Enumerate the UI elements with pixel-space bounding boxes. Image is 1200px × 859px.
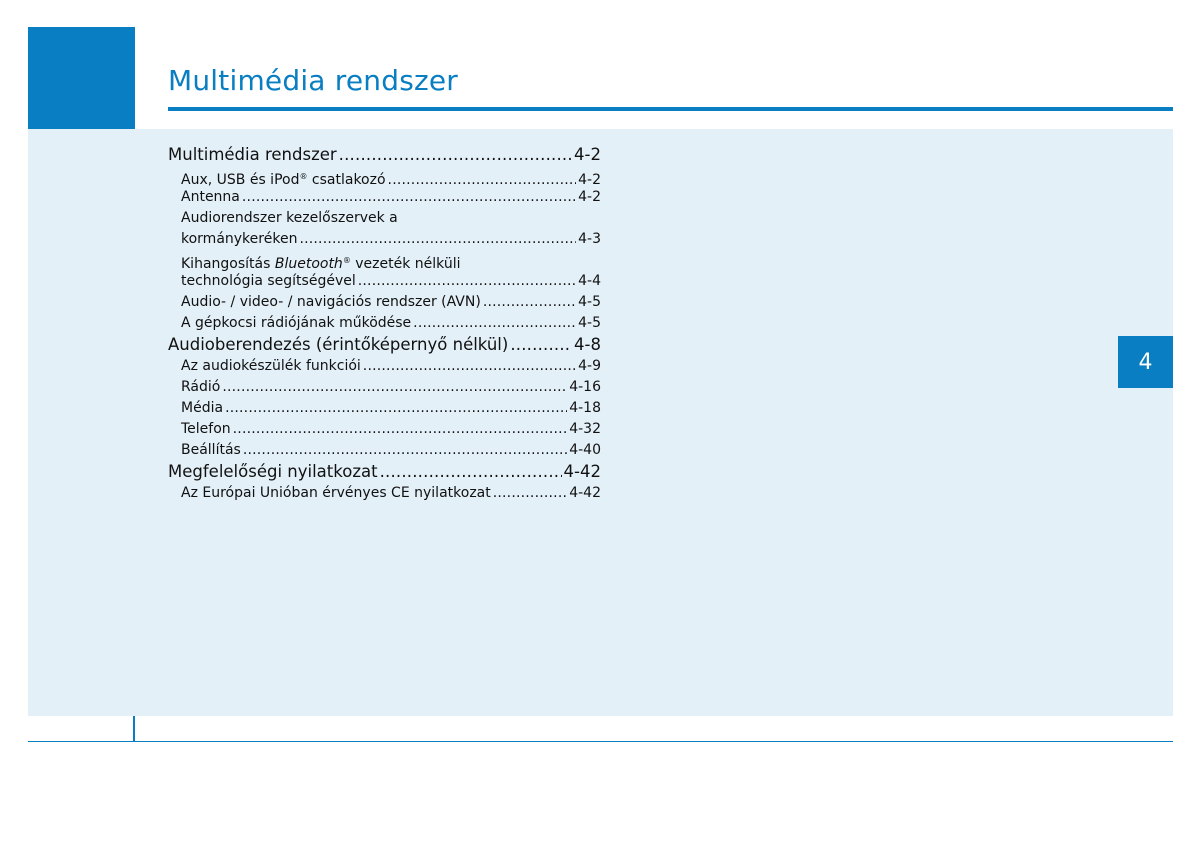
toc-entry-label: Multimédia rendszer	[168, 145, 337, 164]
toc-page-number: 4-5	[578, 294, 601, 310]
table-of-contents	[168, 144, 601, 504]
toc-entry[interactable]	[168, 229, 601, 250]
toc-page-number: 4-32	[569, 421, 601, 437]
toc-entry-label: kormánykeréken	[181, 231, 298, 247]
toc-entry-label: Audiorendszer kezelőszervek a	[181, 210, 398, 226]
toc-entry[interactable]	[168, 419, 601, 440]
toc-leader-dots	[493, 483, 567, 504]
toc-entry[interactable]	[168, 356, 601, 377]
toc-entry-label: Aux, USB és iPod® csatlakozó	[181, 172, 386, 187]
chapter-tab[interactable]: 4	[1118, 336, 1173, 388]
title-underline	[168, 107, 1173, 111]
toc-leader-dots	[339, 144, 572, 166]
toc-page-number: 4-2	[578, 172, 601, 187]
toc-entry-label: Média	[181, 400, 224, 416]
toc-section-entry[interactable]	[168, 144, 601, 166]
toc-page-number: 4-42	[563, 462, 601, 481]
toc-page-number: 4-40	[569, 442, 601, 458]
toc-leader-dots	[222, 377, 567, 398]
toc-entry-label: Kihangosítás Bluetooth® vezeték nélküli	[181, 256, 461, 271]
toc-page-number: 4-9	[578, 358, 601, 374]
toc-entry[interactable]	[168, 483, 601, 504]
toc-entry[interactable]	[168, 440, 601, 461]
toc-leader-dots	[358, 271, 576, 292]
toc-leader-dots	[225, 398, 567, 419]
toc-entry-label: Az Európai Unióban érvényes CE nyilatkozat	[181, 485, 491, 501]
toc-section-entry[interactable]	[168, 334, 601, 356]
toc-leader-dots	[388, 170, 577, 187]
toc-page-number: 4-2	[574, 145, 601, 164]
toc-entry[interactable]	[168, 292, 601, 313]
toc-page-number: 4-18	[569, 400, 601, 416]
toc-entry-label: Antenna	[181, 189, 240, 205]
toc-entry[interactable]	[168, 187, 601, 208]
toc-entry-label: Az audiokészülék funkciói	[181, 358, 361, 374]
toc-entry-label: technológia segítségével	[181, 273, 356, 289]
toc-leader-dots	[242, 187, 576, 208]
toc-page-number: 4-8	[574, 335, 601, 354]
toc-entry-label: Audioberendezés (érintőképernyő nélkül)	[168, 335, 509, 354]
toc-leader-dots	[380, 461, 562, 483]
page-title: Multimédia rendszer	[168, 64, 459, 97]
toc-entry[interactable]	[168, 398, 601, 419]
toc-page-number: 4-4	[578, 273, 601, 289]
toc-entry	[168, 250, 601, 271]
toc-entry-label: A gépkocsi rádiójának működése	[181, 315, 412, 331]
toc-page-number: 4-2	[578, 189, 601, 205]
bottom-rule	[28, 741, 1173, 742]
toc-leader-dots	[243, 440, 567, 461]
toc-entry-label: Rádió	[181, 379, 221, 395]
toc-page-number: 4-16	[569, 379, 601, 395]
toc-leader-dots	[483, 292, 576, 313]
toc-entry[interactable]	[168, 313, 601, 334]
toc-entry-label: Megfelelőségi nyilatkozat	[168, 462, 378, 481]
toc-entry[interactable]	[168, 166, 601, 187]
toc-entry-label: Beállítás	[181, 442, 241, 458]
toc-entry-label: Telefon	[181, 421, 231, 437]
toc-entry-label: Audio- / video- / navigációs rendszer (AVN)	[181, 294, 481, 310]
toc-leader-dots	[510, 334, 572, 356]
toc-entry	[168, 208, 601, 229]
toc-page-number: 4-5	[578, 315, 601, 331]
toc-leader-dots	[413, 313, 576, 334]
toc-leader-dots	[363, 356, 576, 377]
toc-page-number: 4-3	[578, 231, 601, 247]
toc-leader-dots	[233, 419, 568, 440]
toc-section-entry[interactable]	[168, 461, 601, 483]
chapter-corner-block	[28, 27, 134, 129]
toc-page-number: 4-42	[569, 485, 601, 501]
toc-leader-dots	[299, 229, 576, 250]
toc-entry[interactable]	[168, 377, 601, 398]
toc-entry[interactable]	[168, 271, 601, 292]
